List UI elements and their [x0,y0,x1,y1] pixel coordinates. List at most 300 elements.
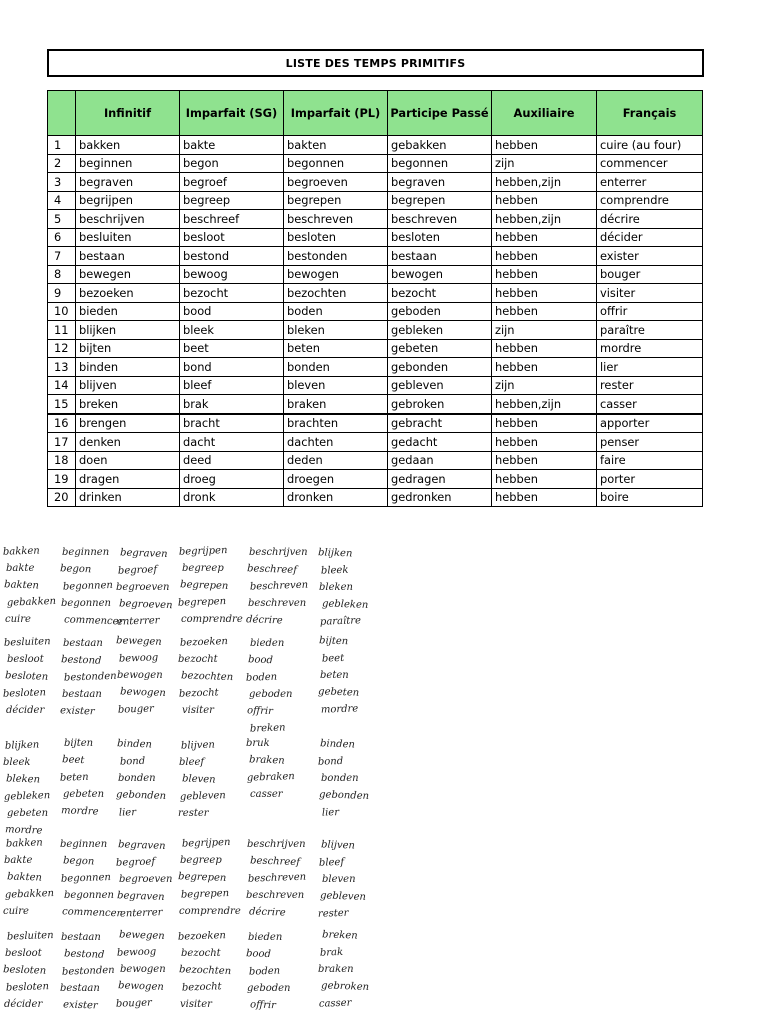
table-cell: hebben [492,488,597,507]
handwritten-word: beschreven [249,579,309,593]
handwritten-word: offrir [249,999,277,1012]
table-cell: hebben,zijn [492,173,597,192]
table-cell: apporter [597,414,703,433]
handwritten-word: bestaan [63,638,103,649]
table-row [48,433,703,452]
handwritten-word: bewegen [115,635,162,648]
table-cell: gedragen [388,470,492,489]
handwritten-word: bleken [5,773,41,786]
table-header-row [48,91,703,136]
column-header: Infinitif [76,91,180,136]
handwritten-word: enterrer [116,615,160,628]
table-cell: dronken [284,488,388,507]
row-number: 10 [48,302,76,321]
table-cell: bakken [76,136,180,155]
handwritten-word: décider [6,705,45,716]
handwritten-word: bleken [319,582,353,593]
column-header: Français [597,91,703,136]
handwritten-word: beginnen [62,547,110,558]
table-cell: blijven [76,376,180,395]
handwritten-word: bestonden [61,964,115,978]
table-cell: enterrer [597,173,703,192]
handwritten-word: begraven [117,839,166,852]
handwritten-word: begonnen [62,579,114,593]
handwritten-word: beten [59,771,89,784]
table-cell: gebracht [388,414,492,433]
table-cell: begraven [76,173,180,192]
handwritten-word: begon [62,855,95,868]
handwritten-word: blijken [317,547,353,560]
table-cell: gebeten [388,339,492,358]
handwritten-word: besluiten [6,930,54,943]
handwritten-word: breken [249,722,286,735]
table-cell: bakten [284,136,388,155]
table-cell: paraître [597,321,703,340]
handwritten-word: gebleken [3,790,51,803]
handwritten-word: bakte [6,563,35,574]
table-cell: bezoeken [76,284,180,303]
handwritten-word: cuire [5,614,31,625]
handwritten-word: bezocht [178,654,218,665]
table-cell: hebben [492,265,597,284]
table-cell: beschreven [284,210,388,229]
table-row [48,154,703,173]
table-cell: gebonden [388,358,492,377]
table-cell: beschrijven [76,210,180,229]
table-cell: bood [180,302,284,321]
table-cell: hebben [492,191,597,210]
row-number: 14 [48,376,76,395]
row-number: 15 [48,395,76,414]
handwritten-word: bestaan [62,689,102,700]
handwritten-word: commencer [63,614,124,628]
handwritten-word: bouger [115,997,153,1010]
table-row [48,284,703,303]
table-cell: boden [284,302,388,321]
handwritten-word: bood [245,948,272,961]
handwritten-word: geboden [249,689,293,700]
table-cell: hebben [492,414,597,433]
handwritten-word: bleef [179,757,205,768]
table-cell: besluiten [76,228,180,247]
handwritten-word: gebleven [319,890,367,903]
row-number: 16 [48,414,76,433]
row-number: 19 [48,470,76,489]
table-row [48,265,703,284]
table-cell: bewegen [76,265,180,284]
table-cell: bleek [180,321,284,340]
table-cell: geboden [388,302,492,321]
table-cell: mordre [597,339,703,358]
handwritten-word: bieden [248,932,283,943]
table-cell: brak [180,395,284,414]
handwritten-word: bezocht [181,948,221,959]
handwritten-word: binden [116,738,153,751]
table-cell: hebben,zijn [492,395,597,414]
handwritten-word: blijven [320,839,356,852]
table-cell: blijken [76,321,180,340]
handwritten-word: bakte [4,855,33,866]
table-row [48,191,703,210]
row-number: 3 [48,173,76,192]
table-cell: beginnen [76,154,180,173]
handwritten-word: visiter [180,999,212,1010]
handwritten-word: bewogen [117,980,164,993]
table-cell: gebleken [388,321,492,340]
handwritten-word: bewoog [116,946,157,959]
page-title: LISTE DES TEMPS PRIMITIFS [47,49,704,77]
handwritten-word: begraven [119,547,168,561]
column-header [48,91,76,136]
table-cell: hebben [492,228,597,247]
table-cell: gebakken [388,136,492,155]
handwritten-word: bestaan [61,932,101,943]
table-cell: gebleven [388,376,492,395]
handwritten-word: brak [319,946,344,959]
handwritten-word: beginnen [60,839,108,850]
table-cell: beschreef [180,210,284,229]
handwritten-word: casser [318,997,352,1010]
handwritten-word: bleef [318,856,345,869]
table-cell: begonnen [284,154,388,173]
handwritten-word: beschreven [246,890,305,901]
handwritten-word: braken [248,754,285,767]
table-cell: bestonden [284,247,388,266]
table-cell: begrepen [284,191,388,210]
row-number: 20 [48,488,76,507]
table-cell: brachten [284,414,388,433]
table-cell: deden [284,451,388,470]
table-row [48,173,703,192]
column-header: Auxiliaire [492,91,597,136]
handwritten-word: mordre [60,805,99,818]
table-cell: décider [597,228,703,247]
handwritten-word: bleven [181,773,216,786]
table-cell: hebben [492,302,597,321]
handwritten-word: begroeven [119,874,173,885]
table-cell: bleef [180,376,284,395]
table-cell: casser [597,395,703,414]
table-cell: drinken [76,488,180,507]
row-number: 8 [48,265,76,284]
handwritten-word: enterrer [119,907,163,920]
handwritten-word: bond [317,755,344,768]
handwritten-word: begrijpen [178,545,228,558]
handwritten-word: bakken [2,545,40,558]
handwritten-word: bestonden [63,670,117,684]
handwritten-word: begrepen [179,579,229,592]
handwritten-word: breken [321,929,358,942]
handwritten-word: bewogen [120,964,166,975]
handwritten-word: exister [59,705,95,718]
handwritten-word: bezochten [180,670,234,684]
handwritten-word: binden [319,738,356,751]
handwritten-word: bestond [63,948,105,961]
table-cell: hebben,zijn [492,210,597,229]
handwritten-word: besluiten [3,636,51,649]
table-row [48,395,703,414]
table-cell: hebben [492,284,597,303]
table-cell: gedronken [388,488,492,507]
handwritten-word: gebroken [320,980,370,994]
handwritten-word: bleven [322,874,356,885]
table-cell: bestaan [388,247,492,266]
handwritten-word: beten [320,670,349,681]
handwritten-word: lier [118,807,137,819]
table-cell: visiter [597,284,703,303]
table-cell: deed [180,451,284,470]
handwritten-word: beschreven [247,871,307,885]
table-cell: binden [76,358,180,377]
handwritten-word: paraître [319,615,362,628]
table-cell: brengen [76,414,180,433]
handwritten-word: bewoog [118,652,159,665]
handwritten-word: begroef [115,856,156,869]
handwritten-word: bleek [3,757,31,768]
table-row [48,376,703,395]
table-cell: zijn [492,376,597,395]
row-number: 12 [48,339,76,358]
table-cell: hebben [492,247,597,266]
table-cell: bijten [76,339,180,358]
handwritten-word: gebleven [179,790,226,803]
table-row [48,321,703,340]
table-cell: dachten [284,433,388,452]
table-cell: besloot [180,228,284,247]
table-cell: rester [597,376,703,395]
table-cell: penser [597,433,703,452]
table-cell: begraven [388,173,492,192]
row-number: 17 [48,433,76,452]
table-cell: begroeven [284,173,388,192]
table-cell: hebben [492,451,597,470]
handwritten-word: bezoeken [179,636,229,649]
table-cell: begreep [180,191,284,210]
handwritten-word: décider [4,999,43,1010]
table-cell: offrir [597,302,703,321]
handwritten-word: geboden [247,983,291,994]
handwritten-word: begraven [116,890,165,903]
row-number: 6 [48,228,76,247]
row-number: 5 [48,210,76,229]
table-cell: braken [284,395,388,414]
table-row [48,451,703,470]
table-cell: begroef [180,173,284,192]
table-row [48,358,703,377]
table-body [48,136,703,507]
handwritten-word: blijken [4,739,40,752]
handwritten-word: rester [317,907,349,920]
handwritten-word: boden [248,965,281,978]
table-cell: faire [597,451,703,470]
handwritten-notes [0,535,768,1024]
handwritten-word: casser [250,789,283,800]
table-cell: bezochten [284,284,388,303]
handwritten-word: gebakken [6,595,57,609]
handwritten-word: bond [119,755,146,768]
handwritten-word: begon [59,563,92,576]
table-cell: zijn [492,154,597,173]
table-cell: gedaan [388,451,492,470]
row-number: 9 [48,284,76,303]
handwritten-word: mordre [4,824,43,837]
table-cell: porter [597,470,703,489]
table-cell: exister [597,247,703,266]
table-cell: bakte [180,136,284,155]
handwritten-word: bijten [318,635,349,648]
handwritten-word: comprendre [179,906,241,917]
table-cell: droegen [284,470,388,489]
handwritten-word: besloten [5,981,50,994]
handwritten-word: visiter [182,705,214,716]
table-cell: hebben [492,358,597,377]
table-cell: zijn [492,321,597,340]
table-cell: bestaan [76,247,180,266]
handwritten-word: bood [247,654,274,667]
handwritten-word: décrire [245,614,283,627]
handwritten-word: blijven [180,739,216,752]
table-row [48,136,703,155]
handwritten-word: gebonden [115,789,167,802]
handwritten-word: bewogen [119,686,166,699]
handwritten-word: bezocht [181,981,222,994]
row-number: 1 [48,136,76,155]
table-cell: gebroken [388,395,492,414]
table-cell: décrire [597,210,703,229]
handwritten-word: bezocht [178,687,219,700]
handwritten-word: bleek [320,564,349,577]
table-row [48,339,703,358]
column-header: Participe Passé [388,91,492,136]
table-cell: begrepen [388,191,492,210]
table-row [48,470,703,489]
handwritten-word: beet [61,754,85,767]
handwritten-word: begonnen [64,890,114,901]
table-cell: dronk [180,488,284,507]
table-cell: bewogen [284,265,388,284]
table-cell: dragen [76,470,180,489]
handwritten-word: begrepen [177,596,227,609]
table-cell: cuire (au four) [597,136,703,155]
row-number: 4 [48,191,76,210]
handwritten-word: besloot [5,948,42,959]
handwritten-word: cuire [3,906,29,917]
table-cell: droeg [180,470,284,489]
handwritten-word: besloten [2,964,47,977]
table-cell: lier [597,358,703,377]
table-cell: bleken [284,321,388,340]
handwritten-word: begonnen [61,598,111,609]
table-cell: hebben [492,136,597,155]
column-header: Imparfait (SG) [180,91,284,136]
table-cell: bouger [597,265,703,284]
handwritten-word: gebeten [7,808,49,819]
table-row [48,488,703,507]
row-number: 11 [48,321,76,340]
handwritten-word: bouger [117,703,155,716]
table-cell: bond [180,358,284,377]
handwritten-word: mordre [320,703,359,716]
table-cell: breken [76,395,180,414]
handwritten-word: begrepen [177,871,227,884]
handwritten-word: bewogen [117,670,163,681]
handwritten-word: gebeten [63,789,105,800]
handwritten-word: bakten [3,579,40,592]
verb-table [47,90,703,507]
handwritten-word: bijten [64,738,94,749]
table-cell: besloten [388,228,492,247]
handwritten-word: bakken [5,837,43,850]
table-cell: commencer [597,154,703,173]
table-cell: comprendre [597,191,703,210]
handwritten-word: beschreef [246,563,298,577]
handwritten-word: begreep [182,563,224,574]
handwritten-word: bonden [118,773,156,784]
row-number: 18 [48,451,76,470]
handwritten-word: bieden [250,638,285,649]
handwritten-word: gebraken [246,771,295,784]
row-number: 13 [48,358,76,377]
handwritten-word: commencer [61,906,122,920]
handwritten-word: bakten [6,871,43,884]
handwritten-word: bruk [246,738,270,749]
handwritten-word: boden [245,671,278,684]
table-cell: begonnen [388,154,492,173]
table-cell: bezocht [180,284,284,303]
handwritten-word: décrire [248,906,286,919]
handwritten-word: begrepen [180,887,230,901]
table-cell: beschreven [388,210,492,229]
handwritten-word: beschreven [248,598,307,609]
handwritten-word: begroef [117,564,158,577]
table-cell: boire [597,488,703,507]
column-header: Imparfait (PL) [284,91,388,136]
handwritten-word: comprendre [181,614,243,625]
table-cell: besloten [284,228,388,247]
table-cell: bezocht [388,284,492,303]
handwritten-word: bezochten [178,964,232,978]
handwritten-word: gebonden [318,789,370,803]
handwritten-word: bewegen [118,929,165,942]
table-cell: bracht [180,414,284,433]
handwritten-word: beschreef [249,855,301,869]
handwritten-word: begrijpen [181,836,231,850]
handwriting-image [0,535,768,1024]
handwritten-word: bonden [321,773,359,784]
handwritten-word: rester [178,808,209,819]
table-cell: denken [76,433,180,452]
table-row [48,247,703,266]
handwritten-word: braken [318,964,354,975]
table-cell: gedacht [388,433,492,452]
handwritten-word: besloot [7,654,44,665]
table-cell: bestond [180,247,284,266]
handwritten-word: exister [62,999,98,1012]
handwritten-word: bestaan [60,983,100,994]
table-cell: hebben [492,339,597,358]
table-row [48,210,703,229]
handwritten-word: begonnen [60,871,112,885]
table-row [48,302,703,321]
handwritten-word: beet [321,652,345,665]
table-cell: begrijpen [76,191,180,210]
table-cell: hebben [492,470,597,489]
handwritten-word: bezoeken [177,930,227,943]
table-cell: bewogen [388,265,492,284]
handwritten-word: beschrijven [247,839,306,850]
table-cell: bleven [284,376,388,395]
row-number: 2 [48,154,76,173]
